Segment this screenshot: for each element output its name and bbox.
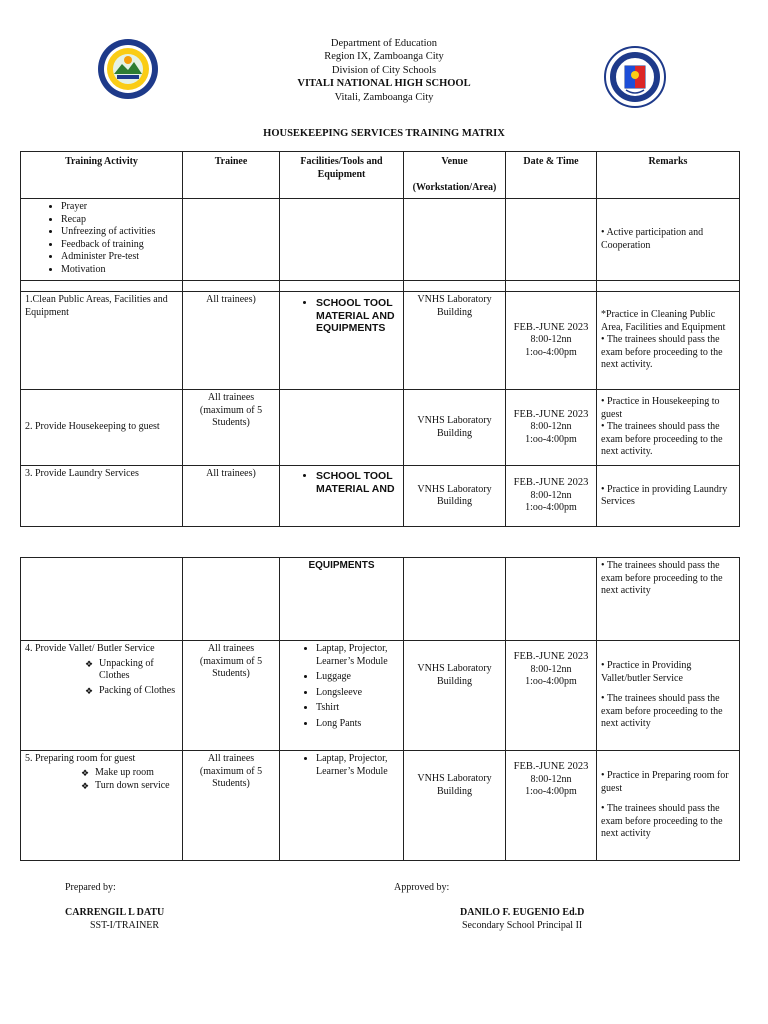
activity-cell: 2. Provide Housekeeping to guest — [21, 390, 183, 466]
list-item: ❖ Unpacking of Clothes — [99, 658, 178, 683]
col-header-activity: Training Activity — [21, 152, 183, 199]
list-item: • Unfreezing of activities — [61, 226, 178, 239]
trainee-cell: All trainees (maximum of 5 Students) — [183, 390, 280, 466]
venue-cell: VNHS Laboratory Building — [404, 641, 506, 751]
datetime-cell: FEB.-JUNE 2023 8:00-12nn 1:oo-4:00pm — [506, 292, 597, 390]
training-matrix-table-continued — [20, 557, 740, 861]
list-item: • Laptap, Projector, Learner’s Module — [316, 753, 399, 778]
table-row — [21, 751, 740, 861]
facilities-cell: EQUIPMENTS — [280, 558, 404, 641]
remarks-cell: • Practice in Housekeeping to guest • The trainees should pass the exam before proceeding to the next activity. — [597, 390, 740, 466]
list-item: ❖ Packing of Clothes — [99, 685, 178, 698]
col-header-venue: Venue (Workstation/Area) — [404, 152, 506, 199]
school-address: Vitali, Zamboanga City — [334, 92, 434, 103]
division-line: Division of City Schools — [331, 65, 437, 76]
list-item: • Motivation — [61, 264, 178, 277]
remarks-cell: • Practice in providing Laundry Services — [597, 466, 740, 527]
list-item: • Recap — [61, 214, 178, 227]
activity-cell: 4. Provide Vallet/ Butler Service ❖ Unpacking of Clothes ❖ Packing of Clothes — [21, 641, 183, 751]
school-name: VITALI NATIONAL HIGH SCHOOL — [297, 78, 471, 89]
approved-by-label: Approved by: — [394, 882, 450, 893]
remarks-cell: • Practice in Preparing room for guest • The trainees should pass the exam before proceeding to the next activity — [597, 751, 740, 861]
dept-line: Department of Education — [330, 38, 438, 49]
table-row — [21, 292, 740, 390]
document-title: HOUSEKEEPING SERVICES TRAINING MATRIX — [263, 128, 505, 139]
activity-cell: 5. Preparing room for guest ❖ Make up room ❖ Turn down service — [21, 751, 183, 861]
list-item: • Feedback of training — [61, 239, 178, 252]
remarks-cell: • The trainees should pass the exam before proceeding to the next activity — [597, 558, 740, 641]
list-item: • Laptap, Projector, Learner’s Module — [316, 643, 399, 668]
facilities-cell — [280, 292, 404, 390]
table-row — [21, 558, 740, 641]
region-line: Region IX, Zamboanga City — [324, 51, 444, 62]
list-item: • Tshirt — [316, 702, 399, 715]
table-row — [21, 390, 740, 466]
trainee-cell: All trainees (maximum of 5 Students) — [183, 751, 280, 861]
list-item: • Prayer — [61, 201, 178, 214]
datetime-cell: FEB.-JUNE 2023 8:00-12nn 1:oo-4:00pm — [506, 641, 597, 751]
remarks-cell: • Active participation and Cooperation — [597, 199, 740, 281]
venue-cell: VNHS Laboratory Building — [404, 292, 506, 390]
col-header-datetime: Date & Time — [506, 152, 597, 199]
table-row — [21, 199, 740, 281]
list-item: ❖ Turn down service — [95, 780, 178, 793]
approved-by-name: DANILO F. EUGENIO Ed.D — [460, 907, 585, 918]
trainee-cell: All trainees (maximum of 5 Students) — [183, 641, 280, 751]
list-item: ❖ Make up room — [95, 767, 178, 780]
datetime-cell: FEB.-JUNE 2023 8:00-12nn 1:oo-4:00pm — [506, 390, 597, 466]
col-header-remarks: Remarks — [597, 152, 740, 199]
datetime-cell: FEB.-JUNE 2023 8:00-12nn 1:oo-4:00pm — [506, 751, 597, 861]
venue-cell: VNHS Laboratory Building — [404, 390, 506, 466]
prepared-by-label: Prepared by: — [65, 882, 116, 893]
datetime-cell: FEB.-JUNE 2023 8:00-12nn 1:oo-4:00pm — [506, 466, 597, 527]
list-item: • Long Pants — [316, 718, 399, 731]
activity-cell — [21, 199, 183, 281]
list-item: • Luggage — [316, 671, 399, 684]
activity-list — [25, 201, 178, 276]
activity-cell: 3. Provide Laundry Services — [21, 466, 183, 527]
activity-cell: 1.Clean Public Areas, Facilities and Equipment — [21, 292, 183, 390]
trainee-cell: All trainees) — [183, 466, 280, 527]
trainee-cell: All trainees) — [183, 292, 280, 390]
facilities-cell — [280, 751, 404, 861]
training-matrix-table — [20, 151, 740, 527]
prepared-by-title: SST-I/TRAINER — [90, 920, 160, 931]
facilities-cell — [280, 641, 404, 751]
table-row — [21, 466, 740, 527]
approved-by-title: Secondary School Principal II — [462, 920, 583, 931]
facilities-cell — [280, 466, 404, 527]
remarks-cell: • Practice in Providing Vallet/butler Service • The trainees should pass the exam before proceeding to the next activity — [597, 641, 740, 751]
col-header-facilities: Facilities/Tools and Equipment — [280, 152, 404, 199]
remarks-cell: *Practice in Cleaning Public Area, Facilities and Equipment • The trainees should pass the exam before proceeding to the next activity. — [597, 292, 740, 390]
list-item: • Longsleeve — [316, 687, 399, 700]
list-item: • SCHOOL TOOL MATERIAL AND EQUIPMENTS — [316, 297, 399, 335]
table-row — [21, 641, 740, 751]
venue-cell: VNHS Laboratory Building — [404, 751, 506, 861]
col-header-trainee: Trainee — [183, 152, 280, 199]
list-item: • Administer Pre-test — [61, 251, 178, 264]
prepared-by-name: CARRENGIL L DATU — [65, 907, 165, 918]
list-item: • SCHOOL TOOL MATERIAL AND — [316, 470, 399, 495]
venue-cell: VNHS Laboratory Building — [404, 466, 506, 527]
